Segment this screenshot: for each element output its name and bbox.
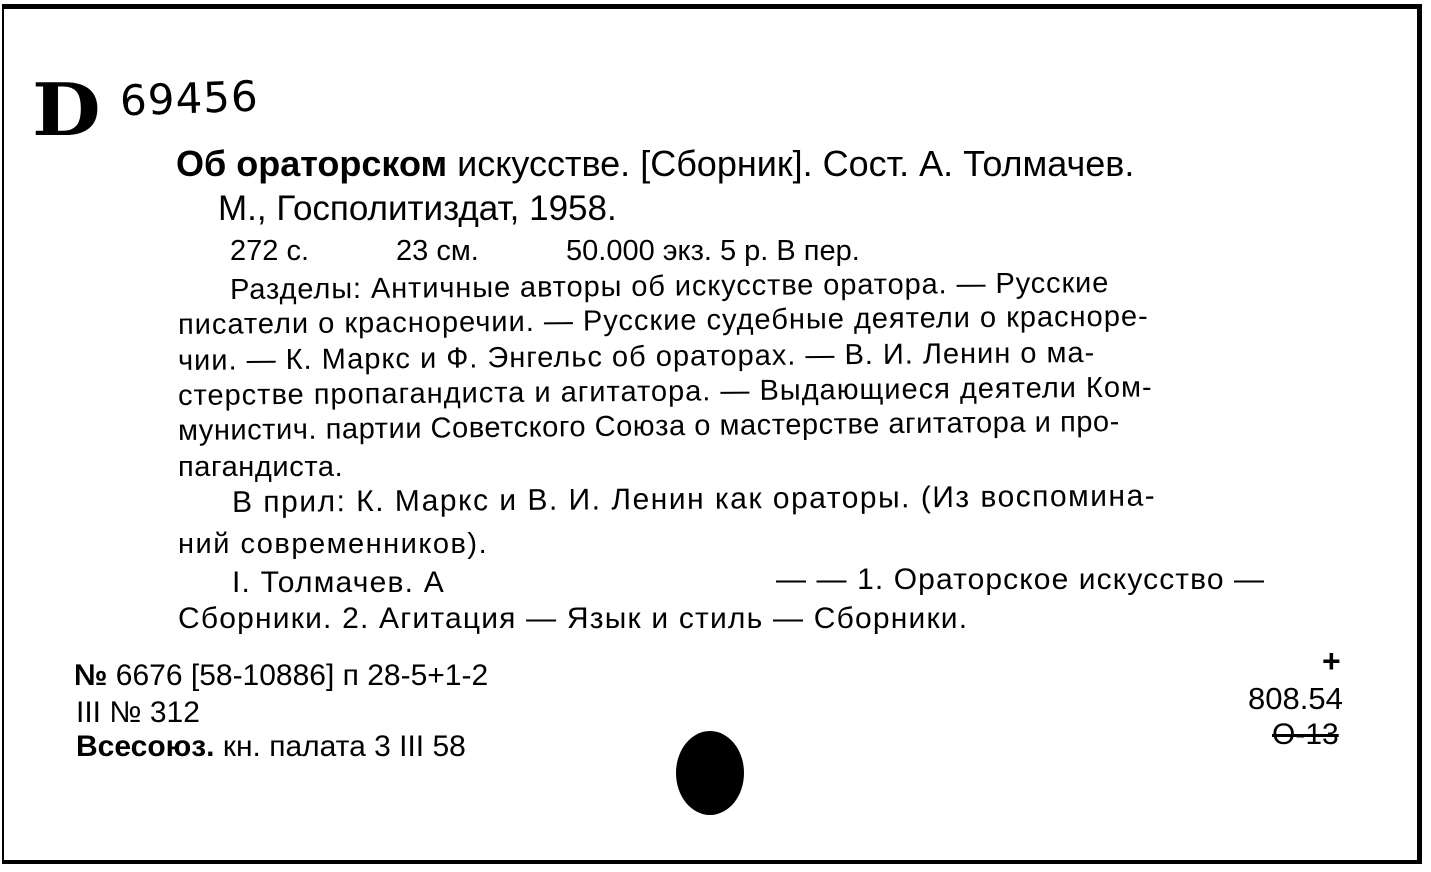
card-letter: D — [32, 67, 99, 152]
struck-author-code: О-13 — [1272, 718, 1339, 751]
title-line-2: М., Госполитиздат, 1958. — [218, 189, 617, 228]
footer-line-3-text: кн. палата 3 III 58 — [214, 730, 466, 763]
footer-line-1 — [74, 660, 488, 692]
added-entry: I. Толмачев. А — [232, 566, 445, 599]
classification-mark: + — [1322, 643, 1341, 679]
appendix-line-1: В прил: К. Маркс и В. И. Ленин как ораторы. (Из воспомина- — [231, 479, 1157, 519]
contents-line-2: писатели о красноречии. — Русские судебные деятели о красноре- — [177, 300, 1149, 341]
subject-headings-line-2: Сборники. 2. Агитация — Язык и стиль — Сборники. — [178, 602, 969, 635]
footer-line-3 — [76, 731, 466, 763]
appendix-line-2: ний современников). — [178, 528, 489, 560]
contents-line-6: пагандиста. — [178, 451, 344, 483]
title-heading: Об ораторском — [176, 143, 448, 184]
collation-size: 23 см. — [396, 235, 479, 267]
collation-copies: 50.000 экз. 5 р. В пер. — [566, 235, 860, 267]
contents-line-5: мунистич. партии Советского Союза о мастерстве агитатора и про- — [177, 405, 1121, 447]
contents-line-1: Разделы: Античные авторы об искусстве оратора. — Русские — [229, 267, 1110, 306]
title-line-1 — [176, 143, 1135, 184]
title-rest: искусстве. [Сборник]. Сост. А. Толмачев. — [447, 143, 1135, 184]
footer-line-2: III № 312 — [76, 696, 200, 729]
classification-number: 808.54 — [1248, 681, 1343, 716]
subject-headings-line-1: — — 1. Ораторское искусство — — [776, 563, 1266, 596]
contents-line-4: стерстве пропагандиста и агитатора. — Выдающиеся деятели Ком- — [177, 371, 1153, 412]
footer-chamber-abbrev: Всесоюз. — [76, 730, 215, 763]
collation-pages: 272 с. — [230, 235, 309, 267]
punch-hole — [676, 731, 744, 815]
contents-line-3: чии. — К. Маркс и Ф. Энгельс об ораторах. — В. И. Ленин о ма- — [177, 336, 1096, 377]
number-sign: № — [74, 659, 108, 692]
footer-line-1-text: 6676 [58-10886] п 28-5+1-2 — [107, 659, 489, 692]
handwritten-accession-number: 69456 — [119, 71, 260, 126]
